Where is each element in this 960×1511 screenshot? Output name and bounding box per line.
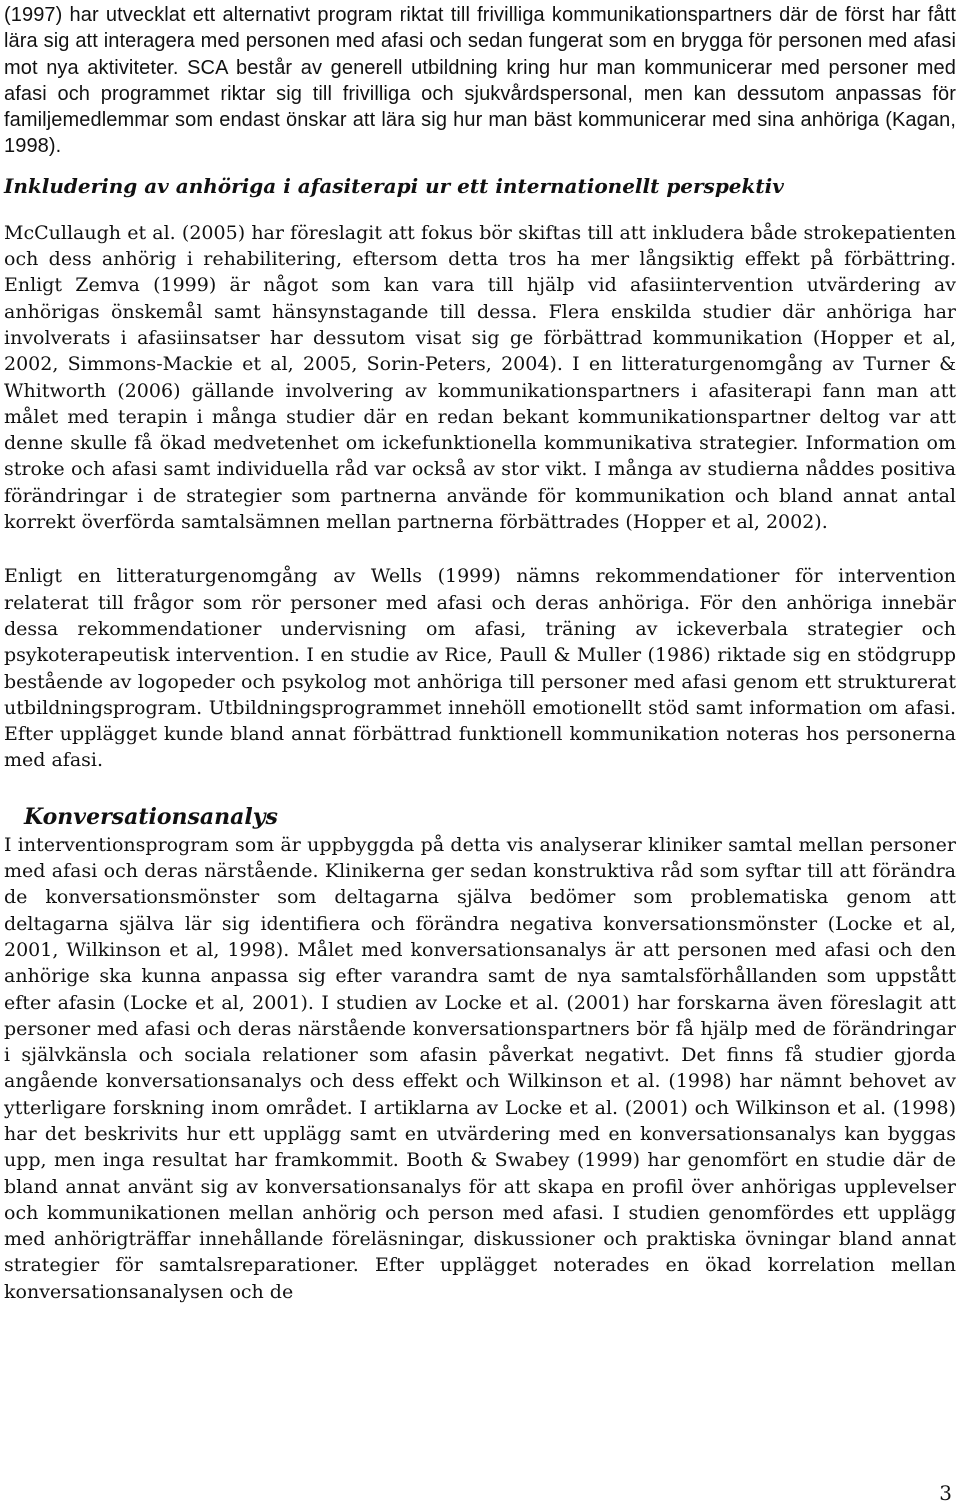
spacer bbox=[4, 535, 956, 563]
section-heading-konversationsanalys: Konversationsanalys bbox=[24, 803, 278, 830]
paragraph-mccullaugh: McCullaugh et al. (2005) har föreslagit att fokus bör skiftas till att inkludera både strokepatienten och dess anhörig i rehabilitering, eftersom detta tros ha mer långsiktig effekt på förbättring. Enligt Zemva (1999) är något som kan vara till hjälp vid afasiintervention utvärdering av anhörigas önskemål samt hänsynstagande till dessa. Flera enskilda studier där anhöriga har involverats i afasiinsatser har dessutom visat sig ge förbättrad kommunikation (Hopper et al, 2002, Simmons-Mackie et al, 2005, Sorin-Peters, 2004). I en litteraturgenomgång av Turner & Whitworth (2006) gällande involvering av kommunikationspartners i afasiterapi fann man att målet med terapin i många studier där en redan bekant kommunikationspartner deltog var att denne skulle få ökad medvetenhet om ickefunktionella kommunikativa strategier. Information om stroke och afasi samt individuella råd var också av stor vikt. I många av studierna nåddes positiva förändringar i de strategier som partnerna använde för kommunikation och bland annat antal korrekt överförda samtalsämnen mellan partnerna förbättrades (Hopper et al, 2002). bbox=[4, 221, 956, 534]
paragraph-sca-program: (1997) har utvecklat ett alternativt program riktat till frivilliga kommunikationspartners där de först har fått lära sig att interagera med personen med afasi och sedan fungerat som en brygga för personen med afasi mot nya aktiviteter. SCA består av generell utbildning kring hur man kommunicerar med personer med afasi och programmet riktar sig till frivilliga och sjukvårdspersonal, men kan dessutom anpassas för familjemedlemmar som endast önskar att lära sig hur man bäst kommunicerar med sina anhöriga (Kagan, 1998). bbox=[4, 4, 956, 158]
paragraph-wells: Enligt en litteraturgenomgång av Wells (1999) nämns rekommendationer för intervention relaterat till frågor som rör personer med afasi och deras anhöriga. För den anhöriga innebär dessa rekommendationer undervisning om afasi, träning av ickeverbala strategier och psykoterapeutisk intervention. I en studie av Rice, Paull & Muller (1986) riktade sig en stödgrupp bestående av logopeder och psykolog mot anhöriga till personer med afasi genom ett strukturerat utbildningsprogram. Utbildningsprogrammet innehöll emotionellt stöd samt information om afasi. Efter upplägget kunde bland annat förbättrad funktionell kommunikation noteras hos personerna med afasi. bbox=[4, 565, 956, 772]
document-page bbox=[4, 2, 956, 1305]
spacer bbox=[4, 774, 956, 802]
page-number: 3 bbox=[939, 1481, 952, 1505]
spacer bbox=[4, 200, 956, 220]
section-heading-international-perspective: Inkludering av anhöriga i afasiterapi ur ett internationellt perspektiv bbox=[4, 173, 784, 198]
paragraph-konversationsanalys: I interventionsprogram som är uppbyggda på detta vis analyserar kliniker samtal mellan personer med afasi och deras närstående. Klinikerna ger sedan konstruktiva råd som syftar till att förändra de konversationsmönster som deltagarna själva bedömer som problematiska genom att deltagarna själva lär sig identifiera och förändra negativa konversationsmönster (Locke et al, 2001, Wilkinson et al, 1998). Målet med konversationsanalys är att personen med afasi och den anhörige ska kunna anpassa sig efter varandra samt de nya samtalsförhållanden som uppstått efter afasin (Locke et al, 2001). I studien av Locke et al. (2001) har forskarna även föreslagit att personer med afasi och deras närstående konversationspartners bör få hjälp med de förändringar i självkänsla och sociala relationer som afasin påverkat negativt. Det finns få studier gjorda angående konversationsanalys och dess effekt och Wilkinson et al. (1998) har nämnt behovet av ytterligare forskning inom området. I artiklarna av Locke et al. (2001) och Wilkinson et al. (1998) har det beskrivits hur ett upplägg samt en utvärdering med en konversationsanalys kan byggas upp, men inga resultat har framkommit. Booth & Swabey (1999) har genomfört en studie där de bland annat använt sig av konversationsanalys för att skapa en profil över anhörigas upplevelser och kommunikationen mellan anhörig och person med afasi. I studien genomfördes ett upplägg med anhörigträffar innehållande föreläsningar, diskussioner och praktiska övningar bland annat strategier för samtalsreparationer. Efter upplägget noterades en ökad korrelation mellan konversationsanalysen och de bbox=[4, 833, 956, 1303]
spacer bbox=[4, 160, 956, 172]
